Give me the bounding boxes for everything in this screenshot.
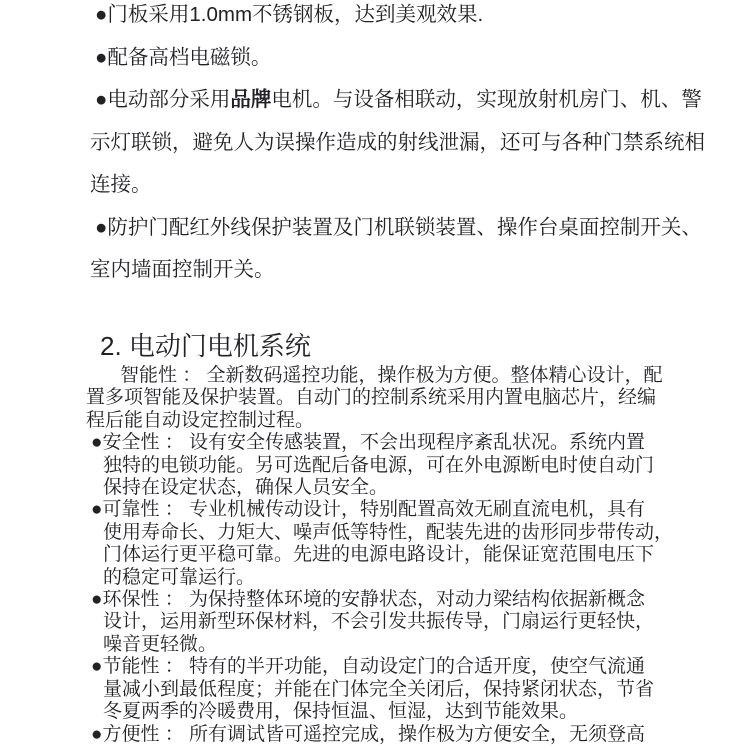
text-line — [86, 656, 673, 678]
text-run: 电机。与设备相联动，实现放射机房门、机、警 — [271, 88, 702, 111]
text-run: 保持在设定状态，确保人员安全。 — [103, 477, 389, 499]
text-run: ●防护门配红外线保护装置及门机联锁装置、操作台桌面控制开关、 — [95, 215, 702, 239]
text-run: 使用寿命长、力矩大、噪声低等特性，配装先进的齿形同步带传动， — [103, 521, 674, 543]
text-line — [86, 432, 673, 454]
text-line — [90, 37, 705, 80]
text-line — [86, 567, 673, 589]
text-line — [86, 455, 673, 477]
text-run: 设计，运用新型环保材料，不会引发共振传导，门扇运行更轻快， — [103, 611, 655, 633]
text-line — [90, 79, 705, 122]
text-run: 示灯联锁，避免人为误操作造成的射线泄漏，还可与各种门禁系统相 — [90, 130, 705, 154]
text-line — [86, 544, 673, 566]
text-line — [86, 724, 673, 746]
text-run: 程后能自动设定控制过程。 — [86, 409, 315, 431]
motor-system-heading: 2. 电动门电机系统 — [100, 331, 311, 361]
text-run: ●安全性 ： 设有安全传感装置，不会出现程序紊乱状况。系统内置 — [91, 432, 646, 454]
text-line — [86, 365, 673, 387]
text-run: 冬夏两季的冷暖费用，保持恒温、恒湿，达到节能效果。 — [103, 701, 579, 723]
text-run: 量减小到最低程度；并能在门体完全关闭后，保持紧闭状态，节省 — [103, 678, 655, 700]
text-run: 噪音更轻微。 — [103, 633, 218, 655]
text-line — [86, 634, 673, 656]
text-run: ●可靠性 ： 专业机械传动设计，特别配置高效无刷直流电机，具有 — [91, 499, 646, 521]
text-line — [90, 207, 705, 250]
text-line — [86, 410, 673, 432]
text-line — [90, 164, 705, 207]
text-run: ●门板采用1.0mm不锈钢板，达到美观效果. — [95, 3, 484, 26]
text-line — [86, 701, 673, 723]
text-line — [86, 589, 673, 611]
text-run: ●环保性 ： 为保持整体环境的安静状态，对动力梁结构依据新概念 — [91, 589, 646, 611]
bold-text-run: 品牌 — [230, 88, 272, 111]
door-features-bullet-list — [90, 0, 705, 292]
text-line — [86, 387, 673, 409]
text-line — [86, 522, 673, 544]
text-run: ●配备高档电磁锁。 — [95, 45, 272, 69]
text-run: 独特的电锁功能。另可选配后备电源，可在外电源断电时使自动门 — [103, 454, 655, 476]
text-line — [86, 679, 673, 701]
text-line — [86, 477, 673, 499]
text-run: ●方便性 ： 所有调试皆可遥控完成，操作极为方便安全，无须登高 — [91, 723, 646, 745]
text-line — [86, 499, 673, 521]
text-run: 连接。 — [90, 173, 152, 196]
text-run: 置多项智能及保护装置。自动门的控制系统采用内置电脑芯片，经编 — [86, 387, 657, 409]
text-run: 智能性 ： 全新数码遥控功能，操作极为方便。整体精心设计，配 — [120, 365, 663, 386]
text-run: ●节能性 ： 特有的半开功能，自动设定门的合适开度，使空气流通 — [91, 656, 646, 678]
text-run: 门体运行更平稳可靠。先进的电源电路设计，能保证宽范围电压下 — [103, 544, 655, 566]
text-run: 的稳定可靠运行。 — [103, 566, 256, 588]
text-line — [90, 249, 705, 292]
text-line — [90, 0, 705, 37]
text-line — [90, 122, 705, 165]
motor-system-paragraphs — [86, 365, 673, 746]
text-run: 室内墙面控制开关。 — [90, 258, 275, 281]
text-run: ●电动部分采用 — [95, 88, 231, 111]
text-line — [86, 611, 673, 633]
